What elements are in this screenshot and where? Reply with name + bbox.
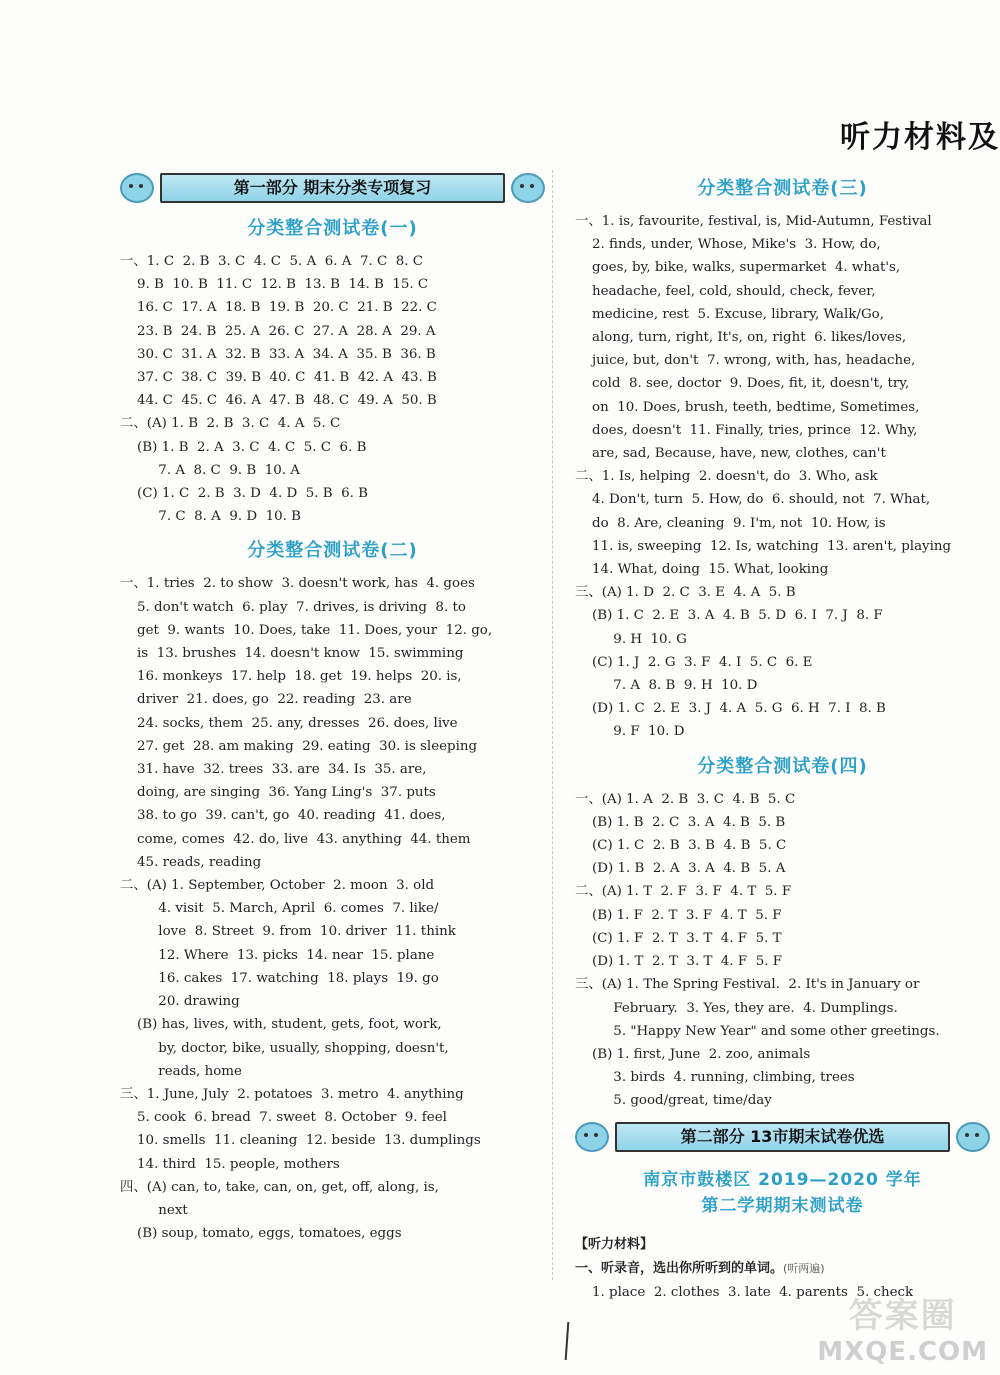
answer-line: (B) has, lives, with, student, gets, foot, work, <box>120 1017 442 1033</box>
answer-line: reads, home <box>120 1063 242 1079</box>
mascot-icon <box>956 1122 990 1152</box>
answer-line: 一、1. tries 2. to show 3. doesn't work, has 4. goes <box>120 576 475 592</box>
answer-line: 44. C 45. C 46. A 47. B 48. C 49. A 50. B <box>120 393 437 409</box>
answer-line: does, doesn't 11. Finally, tries, prince 12. Why, <box>575 422 918 438</box>
answer-line: do 8. Are, cleaning 9. I'm, not 10. How, is <box>575 515 886 531</box>
answer-line: (D) 1. T 2. T 3. T 4. F 5. F <box>575 954 783 970</box>
answer-line: 二、(A) 1. September, October 2. moon 3. old <box>120 878 435 894</box>
exam-title-line-1: 南京市鼓楼区 2019—2020 学年 <box>643 1169 922 1190</box>
answer-line: come, comes 42. do, live 43. anything 44. them <box>120 831 471 847</box>
answers-test-4 <box>575 788 990 1113</box>
listening-label: 【听力材料】 <box>575 1236 654 1252</box>
answer-line: 二、(A) 1. B 2. B 3. C 4. A 5. C <box>120 416 341 432</box>
mascot-icon <box>120 173 154 203</box>
answer-line: by, doctor, bike, usually, shopping, doesn't, <box>120 1040 449 1056</box>
answer-line: 16. monkeys 17. help 18. get 19. helps 20. is, <box>120 669 462 685</box>
answer-line: 三、(A) 1. The Spring Festival. 2. It's in January or <box>575 977 920 993</box>
answer-line: cold 8. see, doctor 9. Does, fit, it, doesn't, try, <box>575 376 910 392</box>
mascot-icon <box>575 1122 609 1152</box>
answer-line: 二、(A) 1. T 2. F 3. F 4. T 5. F <box>575 884 792 900</box>
answer-line: 31. have 32. trees 33. are 34. Is 35. are, <box>120 762 427 778</box>
answer-line: (B) 1. first, June 2. zoo, animals <box>575 1046 811 1062</box>
right-column <box>575 170 990 1304</box>
answer-line: 2. finds, under, Whose, Mike's 3. How, do, <box>575 237 881 253</box>
answer-line: (C) 1. J 2. G 3. F 4. I 5. C 6. E <box>575 654 813 670</box>
answer-line: (C) 1. F 2. T 3. T 4. F 5. T <box>575 930 782 946</box>
pen-mark <box>565 1322 570 1360</box>
answer-line: 一、(A) 1. A 2. B 3. C 4. B 5. C <box>575 791 796 807</box>
answer-line: headache, feel, cold, should, check, fever, <box>575 283 876 299</box>
watermark <box>817 1288 988 1367</box>
answer-line: (D) 1. C 2. E 3. J 4. A 5. G 6. H 7. I 8. B <box>575 701 886 717</box>
answer-line: 7. C 8. A 9. D 10. B <box>120 509 301 525</box>
answer-line: are, sad, Because, have, new, clothes, can't <box>575 446 886 462</box>
section-title-test-1: 分类整合测试卷(一) <box>247 218 418 239</box>
answer-line: (D) 1. B 2. A 3. A 4. B 5. A <box>575 861 786 877</box>
answer-line: 38. to go 39. can't, go 40. reading 41. does, <box>120 808 446 824</box>
answer-line: 12. Where 13. picks 14. near 15. plane <box>120 947 435 963</box>
answers-test-3 <box>575 210 990 744</box>
answer-line: 四、(A) can, to, take, can, on, get, off, along, is, <box>120 1179 439 1195</box>
section-title-test-4: 分类整合测试卷(四) <box>697 755 868 777</box>
answer-line: 9. F 10. D <box>575 724 685 740</box>
answer-line: 14. What, doing 15. What, looking <box>575 562 829 578</box>
exam-title <box>575 1167 990 1219</box>
answer-line: 3. birds 4. running, climbing, trees <box>575 1070 855 1086</box>
part-two-title: 第二部分 13市期末试卷优选 <box>615 1122 950 1152</box>
answer-line: 20. drawing <box>120 994 240 1010</box>
question-1-heading <box>575 1257 990 1281</box>
answer-line: 16. C 17. A 18. B 19. B 20. C 21. B 22. C <box>120 300 437 316</box>
answer-line: 10. smells 11. cleaning 12. beside 13. dumplings <box>120 1133 481 1149</box>
answers-test-2 <box>120 572 545 1245</box>
answer-line: 三、(A) 1. D 2. C 3. E 4. A 5. B <box>575 585 796 601</box>
answer-line: 5. "Happy New Year" and some other greetings. <box>575 1023 940 1039</box>
answer-line: 16. cakes 17. watching 18. plays 19. go <box>120 970 439 986</box>
part-one-banner <box>120 170 545 206</box>
answer-line: 5. don't watch 6. play 7. drives, is driving 8. to <box>120 599 466 615</box>
answer-line: (B) 1. F 2. T 3. F 4. T 5. F <box>575 907 782 923</box>
watermark-url: MXQE.COM <box>817 1337 988 1367</box>
question-1-answers: 1. place 2. clothes 3. late 4. parents 5. check <box>575 1284 914 1300</box>
answer-line: 45. reads, reading <box>120 854 262 870</box>
answer-line: 24. socks, them 25. any, dresses 26. does, live <box>120 715 458 731</box>
answer-line: juice, but, don't 7. wrong, with, has, headache, <box>575 353 916 369</box>
answer-line: 14. third 15. people, mothers <box>120 1156 340 1172</box>
answer-line: (B) 1. B 2. C 3. A 4. B 5. B <box>575 814 786 830</box>
answer-line: medicine, rest 5. Excuse, library, Walk/Go, <box>575 306 884 322</box>
part-one-title: 第一部分 期末分类专项复习 <box>160 173 505 203</box>
answer-line: 4. Don't, turn 5. How, do 6. should, not 7. What, <box>575 492 931 508</box>
column-divider <box>552 170 553 1280</box>
answer-line: driver 21. does, go 22. reading 23. are <box>120 692 412 708</box>
answer-line: goes, by, bike, walks, supermarket 4. what's, <box>575 260 901 276</box>
mascot-icon <box>511 173 545 203</box>
answer-line: love 8. Street 9. from 10. driver 11. think <box>120 924 456 940</box>
answer-line: doing, are singing 36. Yang Ling's 37. puts <box>120 785 436 801</box>
answer-line: 二、1. Is, helping 2. doesn't, do 3. Who, ask <box>575 469 878 485</box>
answer-line: 23. B 24. B 25. A 26. C 27. A 28. A 29. A <box>120 323 436 339</box>
part-two-banner <box>575 1119 990 1155</box>
answer-line: get 9. wants 10. Does, take 11. Does, your 12. go, <box>120 622 493 638</box>
answer-line: 4. visit 5. March, April 6. comes 7. like/ <box>120 901 439 917</box>
exam-title-line-2: 第二学期期末测试卷 <box>701 1195 864 1216</box>
answer-line: 9. B 10. B 11. C 12. B 13. B 14. B 15. C <box>120 277 429 293</box>
answer-line: (B) 1. B 2. A 3. C 4. C 5. C 6. B <box>120 439 367 455</box>
question-1-text: 一、听录音，选出你所听到的单词。 <box>575 1260 784 1276</box>
answer-line: (B) soup, tomato, eggs, tomatoes, eggs <box>120 1226 402 1242</box>
answer-line: 37. C 38. C 39. B 40. C 41. B 42. A 43. B <box>120 370 437 386</box>
answer-line: on 10. Does, brush, teeth, bedtime, Sometimes, <box>575 399 920 415</box>
answer-line: along, turn, right, It's, on, right 6. likes/loves, <box>575 330 907 346</box>
answer-line: 一、1. is, favourite, festival, is, Mid-Autumn, Festival <box>575 214 932 229</box>
answer-line: next <box>120 1202 188 1218</box>
answers-test-1 <box>120 250 545 528</box>
left-column <box>120 170 545 1245</box>
section-title-test-2: 分类整合测试卷(二) <box>247 540 418 562</box>
answer-line: is 13. brushes 14. doesn't know 15. swimming <box>120 646 464 662</box>
answer-line: (B) 1. C 2. E 3. A 4. B 5. D 6. I 7. J 8. F <box>575 608 883 624</box>
answer-line: 5. good/great, time/day <box>575 1093 772 1109</box>
watermark-logo: 答案圈 <box>848 1296 957 1336</box>
question-1-note: (听两遍) <box>783 1261 825 1275</box>
answer-line: 7. A 8. C 9. B 10. A <box>120 462 300 478</box>
section-title-test-3: 分类整合测试卷(三) <box>697 178 868 199</box>
answer-line: 三、1. June, July 2. potatoes 3. metro 4. anything <box>120 1086 464 1102</box>
answer-line: 7. A 8. B 9. H 10. D <box>575 678 758 694</box>
answer-line: 9. H 10. G <box>575 631 687 647</box>
answer-line: February. 3. Yes, they are. 4. Dumplings. <box>575 1000 898 1016</box>
answer-line: 27. get 28. am making 29. eating 30. is sleeping <box>120 738 478 754</box>
page-title: 听力材料及 <box>840 120 1000 152</box>
answer-line: (C) 1. C 2. B 3. D 4. D 5. B 6. B <box>120 486 368 502</box>
answer-line: 5. cook 6. bread 7. sweet 8. October 9. feel <box>120 1110 447 1126</box>
answer-line: 30. C 31. A 32. B 33. A 34. A 35. B 36. B <box>120 346 436 362</box>
answer-line: 一、1. C 2. B 3. C 4. C 5. A 6. A 7. C 8. C <box>120 254 424 269</box>
answer-line: (C) 1. C 2. B 3. B 4. B 5. C <box>575 838 787 854</box>
answer-line: 11. is, sweeping 12. Is, watching 13. aren't, playing <box>575 538 952 554</box>
